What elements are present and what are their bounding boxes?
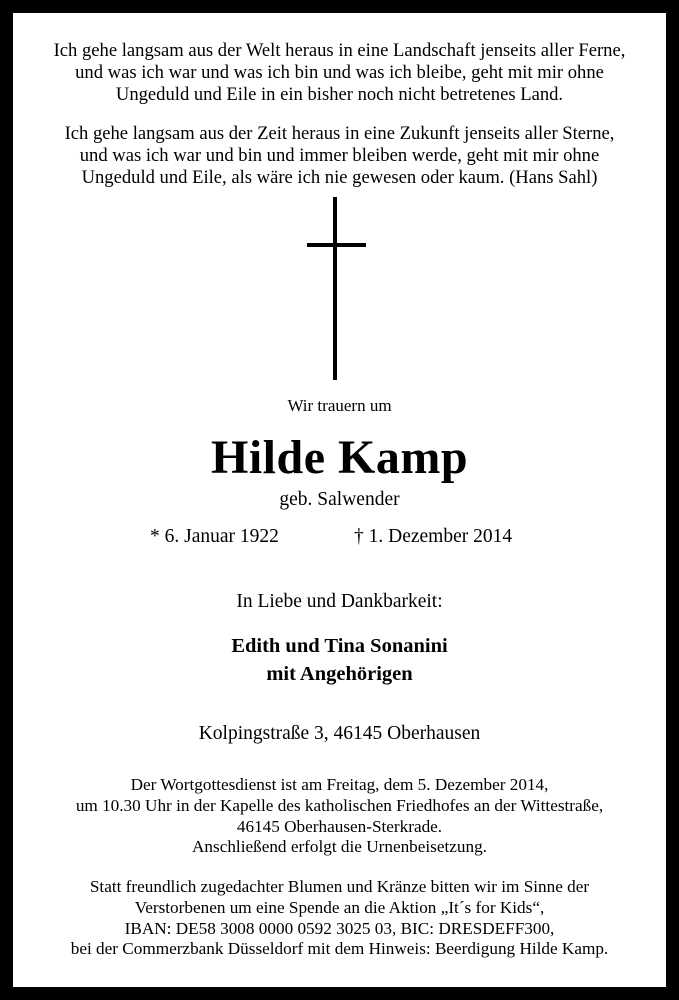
mourners-intro: In Liebe und Dankbarkeit: [236, 591, 443, 612]
service-line: um 10.30 Uhr in der Kapelle des katholischen Friedhofes an der Wittestraße, [75, 795, 604, 815]
donation-info [13, 877, 666, 960]
maiden-name: geb. Salwender [279, 489, 400, 510]
poem-line: Ich gehe langsam aus der Zeit heraus in eine Zukunft jenseits aller Sterne, [64, 123, 615, 144]
deceased-name: Hilde Kamp [210, 431, 469, 484]
poem-line: Ungeduld und Eile in ein bisher noch nicht betretenes Land. [115, 84, 564, 105]
service-line: Anschließend erfolgt die Urnenbeisetzung. [192, 837, 487, 857]
poem-line: und was ich war und was ich bin und was ich bleibe, geht mit mir ohne [75, 62, 604, 83]
cross-horizontal-bar [307, 243, 366, 247]
donation-line: bei der Commerzbank Düsseldorf mit dem Hinweis: Beerdigung Hilde Kamp. [70, 939, 609, 959]
service-line: Der Wortgottesdienst ist am Freitag, dem 5. Dezember 2014, [130, 775, 549, 794]
poem-line: Ich gehe langsam aus der Welt heraus in eine Landschaft jenseits aller Ferne, [53, 40, 626, 61]
service-line: 46145 Oberhausen-Sterkrade. [236, 816, 443, 836]
mourners-address: Kolpingstraße 3, 46145 Oberhausen [198, 723, 481, 744]
birth-date: * 6. Januar 1922 [150, 526, 279, 547]
donation-line: IBAN: DE58 3008 0000 0592 3025 03, BIC: DRESDEFF300, [124, 918, 555, 938]
poem-stanza-2 [13, 123, 666, 189]
service-info [13, 775, 666, 858]
poem-line: Ungeduld und Eile, als wäre ich nie gewesen oder kaum. (Hans Sahl) [81, 167, 598, 188]
poem-line: und was ich war und bin und immer bleiben werde, geht mit mir ohne [79, 145, 600, 166]
poem-stanza-1 [13, 40, 666, 106]
intro-text: Wir trauern um [287, 396, 392, 415]
mourners-names [13, 632, 666, 688]
donation-line: Statt freundlich zugedachter Blumen und Kränze bitten wir im Sinne der [89, 877, 590, 896]
death-date: † 1. Dezember 2014 [354, 526, 513, 547]
mourner-line: mit Angehörigen [266, 663, 413, 685]
mourner-line: Edith und Tina Sonanini [231, 635, 448, 657]
donation-line: Verstorbenen um eine Spende an die Aktion „It´s for Kids“, [134, 897, 545, 917]
cross-vertical-bar [333, 197, 337, 380]
